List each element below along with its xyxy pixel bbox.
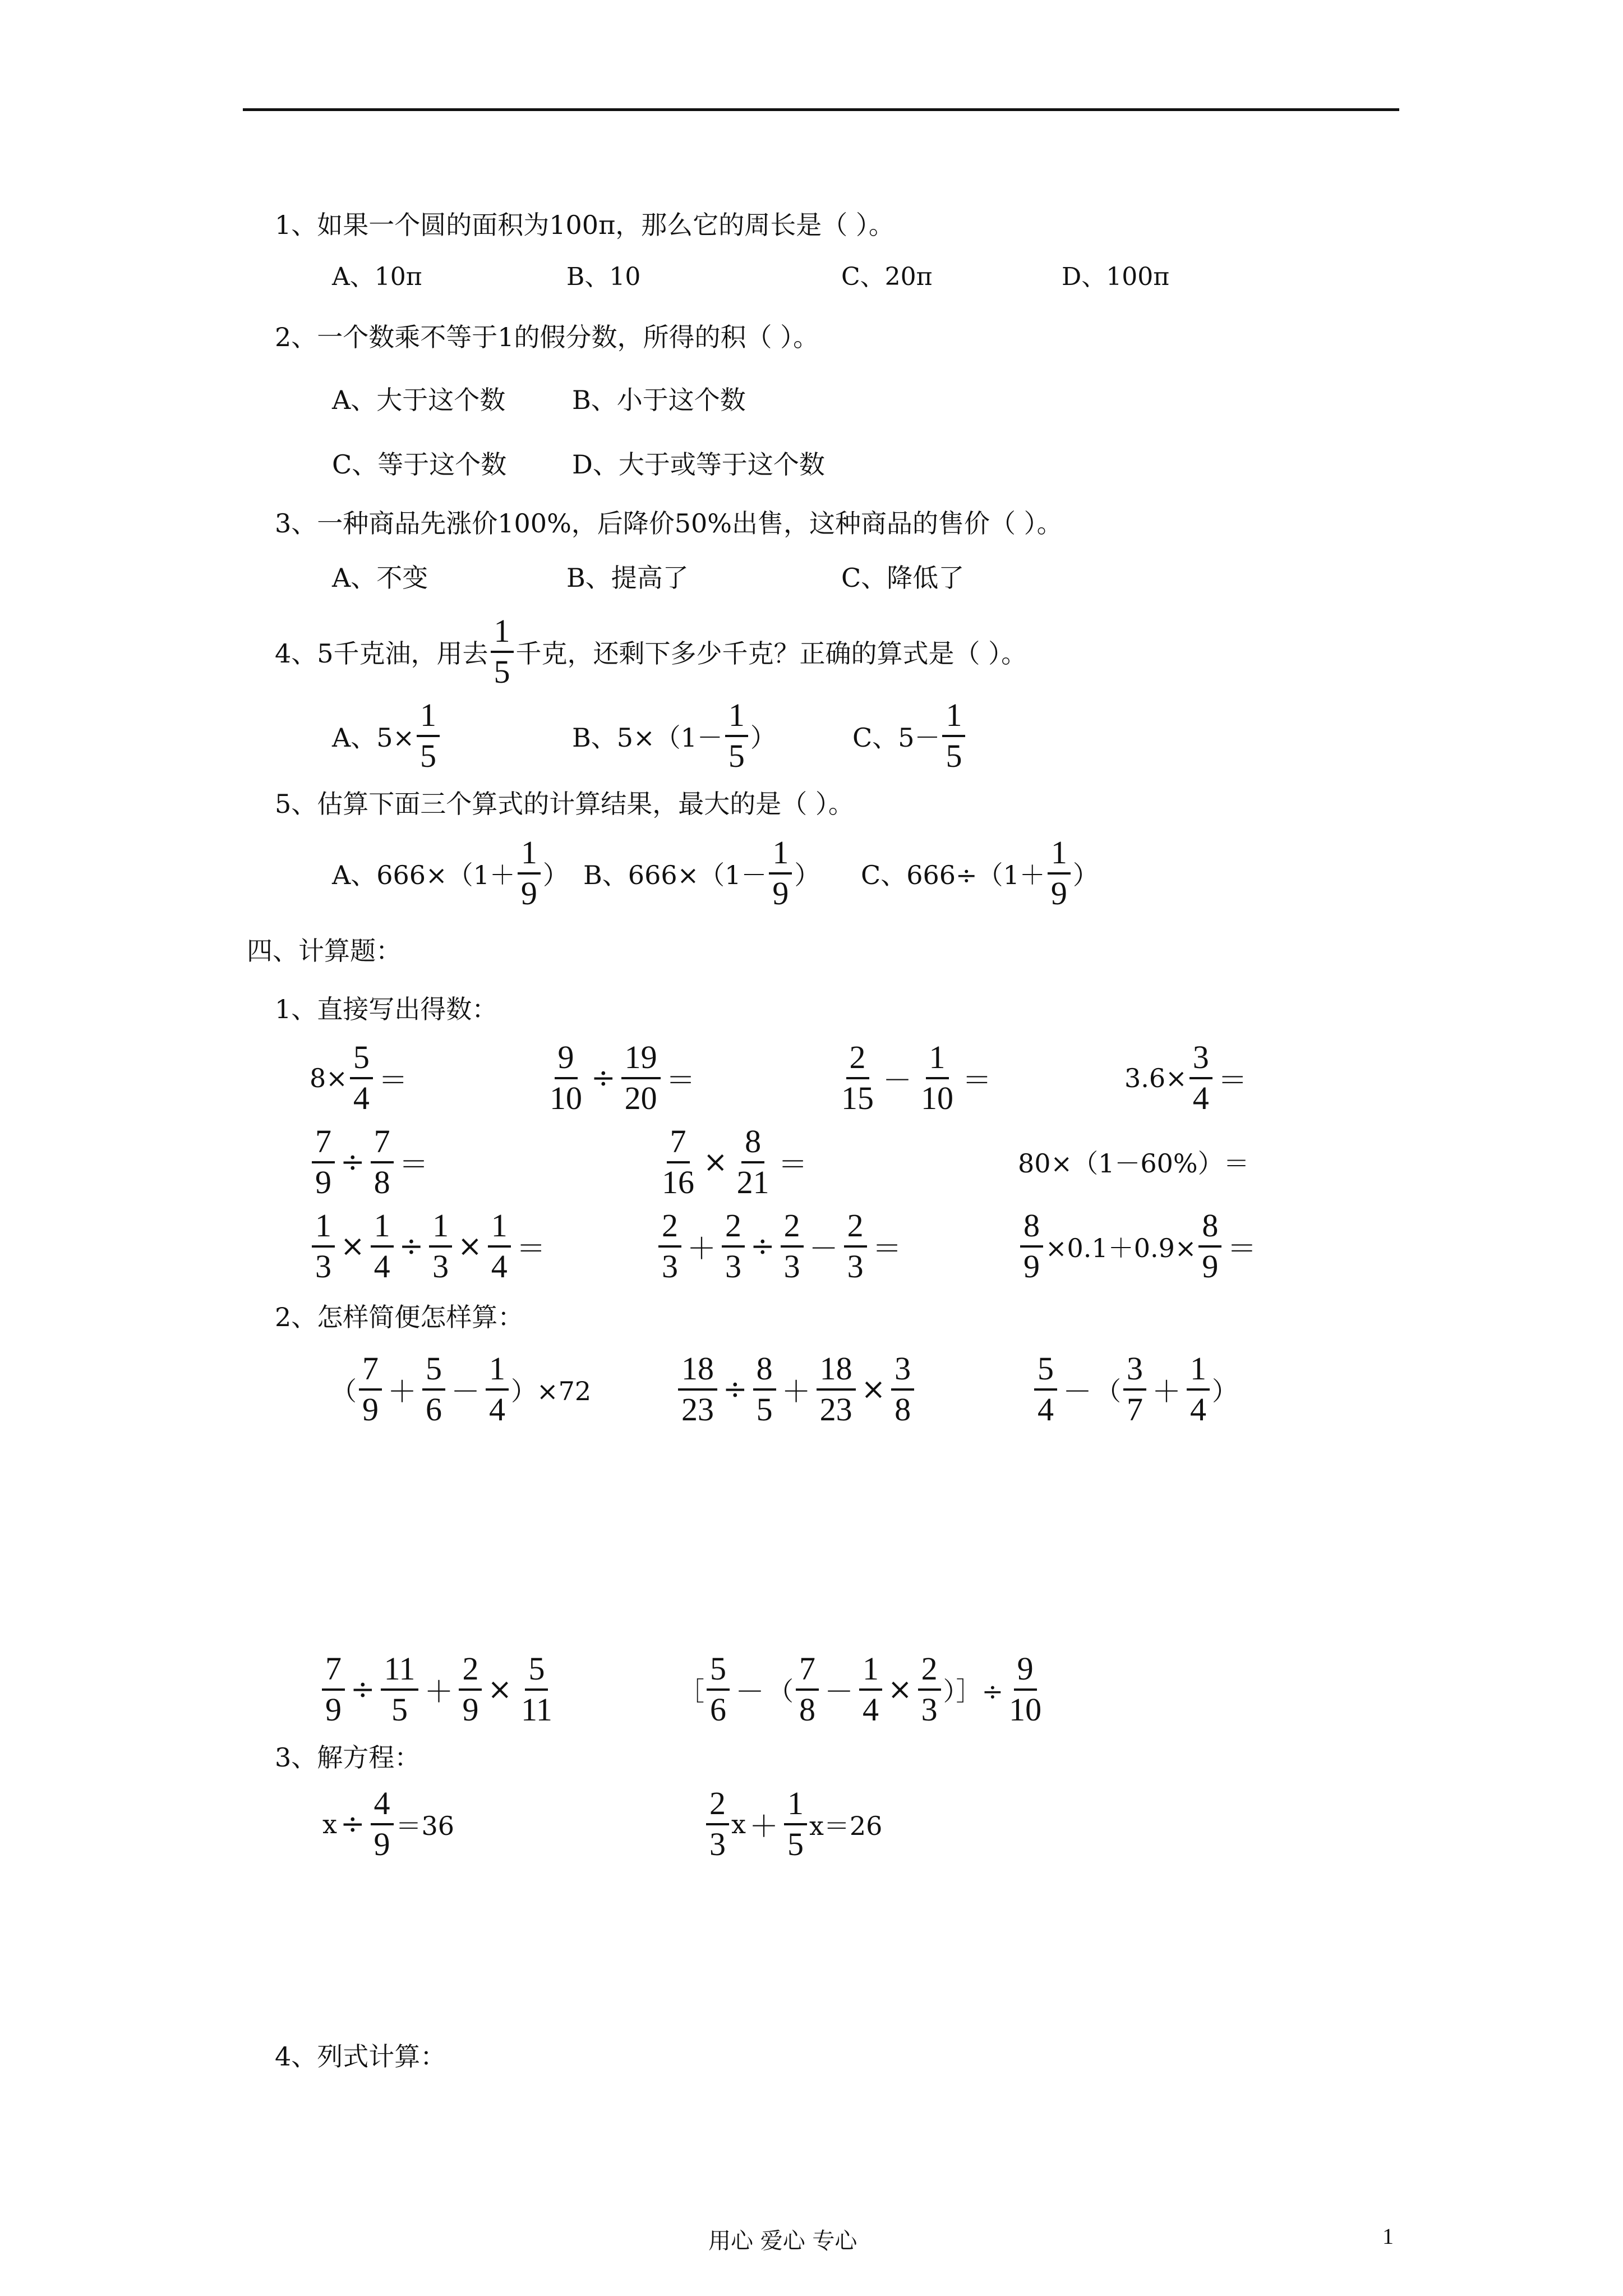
q2-stem: 2、一个数乘不等于1的假分数，所得的积（ ）。: [275, 322, 819, 352]
equation-2: $\frac{2}{3}$ x ＋ $\frac{1}{5}$ x＝26: [704, 1787, 882, 1862]
q2-option-b: B、小于这个数: [572, 385, 746, 415]
q2-option-c: C、等于这个数: [332, 449, 507, 480]
section-4-title: 四、计算题：: [247, 936, 402, 966]
q3-option-a: A、不变: [332, 563, 428, 593]
q5-option-c: C、666÷（1＋ $\frac{1}{9}$ ）: [861, 834, 1099, 912]
equation-1: x ÷ $\frac{4}{9}$ ＝36: [322, 1785, 455, 1862]
expr-3-3: $\frac{8}{9}$ ×0.1＋0.9× $\frac{8}{9}$ ＝: [1018, 1209, 1260, 1284]
expr-2-3: 80×（1－60%）＝: [1018, 1148, 1249, 1179]
q4-stem: 4、5千克油，用去 $\frac{1}{5}$ 千克，还剩下多少千克？正确的算式是（ ）。: [275, 613, 1027, 690]
simplify-2: $\frac{18}{23}$ ÷ $\frac{8}{5}$ ＋ $\frac{18}{23}$ × $\frac{3}{8}$: [676, 1352, 916, 1427]
sub-3-title: 3、解方程：: [275, 1742, 421, 1773]
q2-option-d: D、大于或等于这个数: [572, 449, 825, 480]
q3-stem: 3、一种商品先涨价100%，后降价50%出售，这种商品的售价（ ）。: [275, 508, 1063, 539]
q1-option-c: C、20π: [841, 263, 933, 291]
expr-1-3: $\frac{2}{15}$ － $\frac{1}{10}$ ＝: [841, 1039, 992, 1116]
simplify-3: $\frac{5}{4}$ － （ $\frac{3}{7}$ ＋ $\frac{1}{4}$ ）: [1032, 1352, 1238, 1427]
expr-1-1: 8× $\frac{5}{4}$ ＝: [310, 1039, 408, 1116]
q1-option-d: D、100π: [1062, 263, 1170, 291]
sub-4-title: 4、列式计算：: [275, 2041, 446, 2072]
expr-1-4: 3.6× $\frac{3}{4}$ ＝: [1124, 1039, 1247, 1116]
header-rule: [243, 108, 1399, 111]
simplify-1: （ $\frac{7}{9}$ ＋ $\frac{5}{6}$ － $\frac{1}{4}$ ）×72: [331, 1350, 592, 1428]
q1-option-a: A、10π: [332, 263, 422, 291]
expr-1-2: $\frac{9}{10}$ ÷ $\frac{19}{20}$ ＝: [550, 1039, 695, 1116]
q5-option-b: B、666×（1－ $\frac{1}{9}$ ）: [583, 834, 820, 912]
sub-2-title: 2、怎样简便怎样算：: [275, 1302, 524, 1332]
q4-option-c: C、5－ $\frac{1}{5}$: [852, 698, 967, 774]
q2-option-a: A、大于这个数: [332, 385, 506, 415]
footer-motto: 用心 爱心 专心: [708, 2228, 857, 2254]
simplify-5: ［ $\frac{5}{6}$ － （ $\frac{7}{8}$ － $\frac{1}{4}$ × $\frac{2}{3}$ ）］÷ $\frac{9}{10}$: [679, 1650, 1042, 1728]
q1-option-b: B、10: [566, 263, 641, 291]
sub-1-title: 1、直接写出得数：: [275, 994, 498, 1024]
expr-2-2: $\frac{7}{16}$ × $\frac{8}{21}$ ＝: [662, 1123, 808, 1200]
q5-option-a: A、666×（1＋ $\frac{1}{9}$ ）: [332, 834, 569, 912]
simplify-4: $\frac{7}{9}$ ÷ $\frac{11}{5}$ ＋ $\frac{2}{9}$ × $\frac{5}{11}$: [320, 1652, 558, 1727]
expr-3-2: $\frac{2}{3}$ ＋ $\frac{2}{3}$ ÷ $\frac{2}{3}$ － $\frac{2}{3}$ ＝: [656, 1209, 905, 1284]
q4-option-a: A、5× $\frac{1}{5}$: [332, 698, 442, 774]
page-number: 1: [1382, 2224, 1394, 2249]
q4-option-b: B、5×（1－ $\frac{1}{5}$ ）: [572, 697, 776, 774]
q3-option-c: C、降低了: [841, 563, 965, 593]
q5-stem: 5、估算下面三个算式的计算结果，最大的是（ ）。: [275, 789, 854, 819]
expr-2-1: $\frac{7}{9}$ ÷ $\frac{7}{8}$ ＝: [310, 1125, 432, 1200]
q1-stem: 1、如果一个圆的面积为100π，那么它的周长是（ ）。: [275, 210, 895, 240]
q3-option-b: B、提高了: [566, 563, 689, 593]
expr-3-1: $\frac{1}{3}$ × $\frac{1}{4}$ ÷ $\frac{1}{3}$ × $\frac{1}{4}$ ＝: [310, 1209, 549, 1284]
